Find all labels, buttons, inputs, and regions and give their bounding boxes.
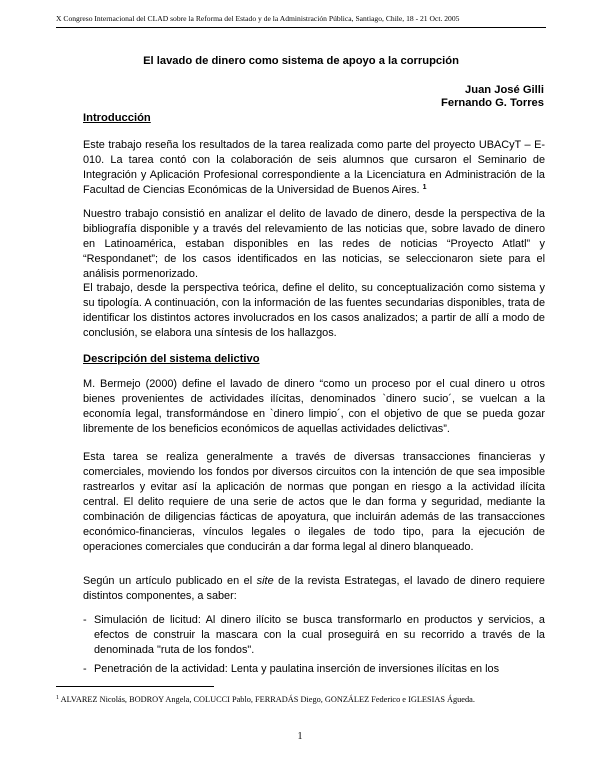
- list-dash: -: [83, 663, 87, 675]
- paragraph-text: Este trabajo reseña los resultados de la tarea realizada como parte del proyecto UBACyT – E-010. La tarea contó con la colaboración de seis alumnos que cursaron el Seminario de Integración y Aplicación Profesional correspondiente a la Licenciatura en Administración de la Facultad de Ciencias Económicas de la Universidad de Buenos Aires.: [83, 139, 545, 196]
- footnote-mark: 1: [56, 695, 59, 701]
- page-number: 1: [297, 731, 303, 742]
- list-item: [83, 662, 545, 677]
- running-header: X Congreso Internacional del CLAD sobre la Reforma del Estado y de la Administración Pública, Santiago, Chile, 18 - 21 Oct. 2005: [56, 14, 460, 23]
- paragraph-6: [83, 574, 545, 604]
- author-name: Fernando G. Torres: [441, 97, 544, 109]
- footnote-rule: [56, 686, 214, 687]
- paragraph-4: M. Bermejo (2000) define el lavado de dinero “como un proceso por el cual dinero u otros bienes provenientes de actividades ilícitas, denominados `dinero sucio´, se vuelcan a la economía legal, transformándose en `dinero limpio´, con el objetivo de que se pueda gozar libremente de los beneficios económicos de aquellas actividades delictivas”.: [83, 378, 545, 435]
- header-rule: [56, 27, 546, 28]
- paper-title: El lavado de dinero como sistema de apoyo a la corrupción: [143, 55, 459, 67]
- list-item: [83, 613, 545, 658]
- list-item-text: Simulación de licitud: Al dinero ilícito se busca transformarlo en productos y servicios, a efectos de construir la mascara con la cual proseguirá en su recorrido a través de la denominada "ruta de los fondos".: [94, 614, 545, 656]
- paragraph-2: Nuestro trabajo consistió en analizar el delito de lavado de dinero, desde la perspectiva de la bibliografía disponible y a través del relevamiento de las noticias que, sobre lavado de dinero en Latinoamérica, estaban disponibles en las redes de noticias “Proyecto Atlatl” y “Respondanet”; de los casos identificados en las noticias, se seleccionaron siete para el análisis pormenorizado.: [83, 208, 545, 280]
- section-heading-descripcion: Descripción del sistema delictivo: [83, 353, 260, 365]
- author-name: Juan José Gilli: [465, 84, 544, 96]
- paragraph-1: [83, 138, 545, 198]
- list-dash: -: [83, 614, 87, 626]
- paragraph-text: Según un artículo publicado en el: [83, 575, 257, 587]
- section-heading-introduccion: Introducción: [83, 112, 151, 124]
- paragraph-3: El trabajo, desde la perspectiva teórica, define el delito, su conceptualización como sistema y su tipología. A continuación, con la información de las fuentes secundarias disponibles, trata de identificar los distintos actores involucrados en los casos analizados; a partir de allí a modo de conclusión, se elabora una síntesis de los hallazgos.: [83, 282, 545, 339]
- author-block: [441, 84, 544, 110]
- italic-word: site: [256, 575, 274, 587]
- footnote: [56, 693, 546, 706]
- list-item-text: Penetración de la actividad: Lenta y paulatina inserción de inversiones ilícitas en los: [94, 663, 500, 675]
- footnote-reference: 1: [422, 184, 427, 191]
- footnote-text: ALVAREZ Nicolás, BODROY Angela, COLUCCI Pablo, FERRADÁS Diego, GONZÁLEZ Federico e IGLESIAS Águeda.: [59, 695, 475, 704]
- paragraph-text: de la revista Estrategas, el lavado de dinero requiere distintos componentes, a saber:: [83, 575, 545, 602]
- paragraph-5: Esta tarea se realiza generalmente a través de diversas transacciones financieras y comerciales, moviendo los fondos por diversos circuitos con la intención de que sea imposible rastrearlos y evitar así la aplicación de normas que pongan en riesgo a la actividad ilícita central. El delito requiere de una serie de actos que le dan forma y seguridad, mediante la combinación de diligencias fácticas de apoyatura, que incluirán además de las transacciones económico-financieras, vínculos legales o ilegales de todo tipo, para la ejecución de operaciones comerciales que conducirán a dar forma legal al dinero blanqueado.: [83, 451, 545, 553]
